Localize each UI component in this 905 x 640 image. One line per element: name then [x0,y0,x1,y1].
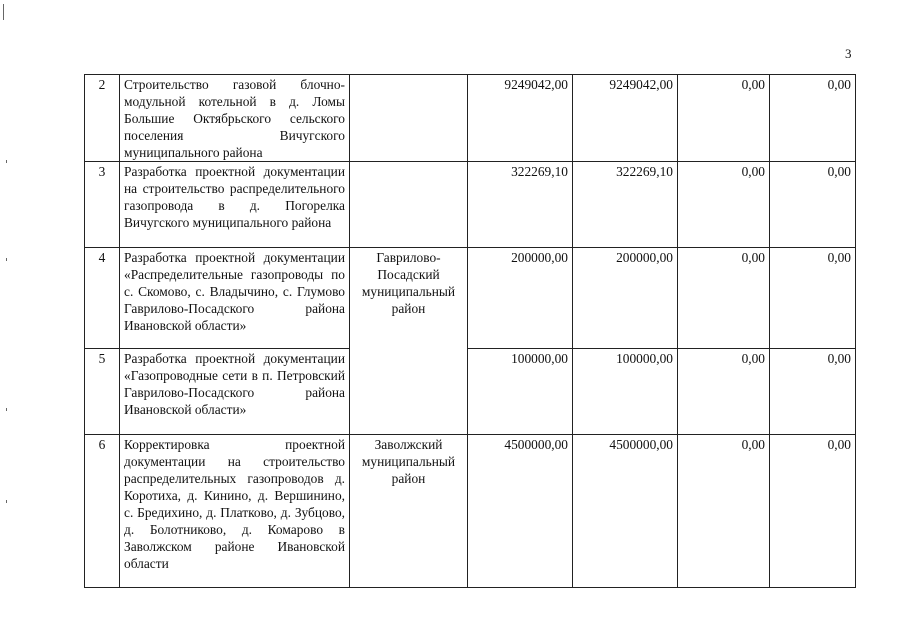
page-number: 3 [845,46,852,61]
amount-col4: 0,00 [770,349,856,435]
district-cell [350,75,468,162]
scan-edge-mark [6,160,7,163]
project-description: Корректировка проектной документации на строительство распределительных газопроводов д. Коротиха, д. Кинино, д. Вершинино, с. Бредихино, д. Платково, д. Зубцово, д. Болотниково, д. Комарово в Заволжском районе Ивановской области [120,435,350,588]
table-row [85,248,856,349]
table-row [85,75,856,162]
amount-col3: 0,00 [678,248,770,349]
table-row [85,435,856,588]
amount-total: 4500000,00 [468,435,573,588]
amount-col2: 200000,00 [573,248,678,349]
district-name: Заволжский муниципальный район [350,435,468,588]
amount-col2: 4500000,00 [573,435,678,588]
project-description: Разработка проектной документации на строительство распределительного газопровода в д. Погорелка Вичугского муниципального района [120,162,350,248]
project-description: Разработка проектной документации «Распределительные газопроводы по с. Скомово, с. Владычино, с. Глумово Гаврилово-Посадского района Ивановской области» [120,248,350,349]
amount-col4: 0,00 [770,75,856,162]
table-row [85,349,856,435]
amount-total: 200000,00 [468,248,573,349]
amount-total: 9249042,00 [468,75,573,162]
scan-edge-mark [6,258,7,261]
row-number: 6 [85,435,120,588]
row-number: 2 [85,75,120,162]
district-name: Гаврилово-Посадский муниципальный район [350,248,468,435]
gas-projects-table [84,74,856,588]
amount-col4: 0,00 [770,162,856,248]
amount-col3: 0,00 [678,75,770,162]
amount-col4: 0,00 [770,248,856,349]
scan-edge-mark [3,4,4,20]
district-cell [350,162,468,248]
scan-edge-mark [6,500,7,503]
amount-col3: 0,00 [678,435,770,588]
amount-col2: 9249042,00 [573,75,678,162]
scan-edge-mark [6,408,7,411]
amount-col4: 0,00 [770,435,856,588]
amount-col2: 322269,10 [573,162,678,248]
row-number: 5 [85,349,120,435]
table-row [85,162,856,248]
project-description: Разработка проектной документации «Газопроводные сети в п. Петровский Гаврилово-Посадского района Ивановской области» [120,349,350,435]
amount-col3: 0,00 [678,162,770,248]
project-description: Строительство газовой блочно-модульной котельной в д. Ломы Большие Октябрьского сельского поселения Вичугского муниципального района [120,75,350,162]
row-number: 4 [85,248,120,349]
amount-col2: 100000,00 [573,349,678,435]
row-number: 3 [85,162,120,248]
amount-total: 322269,10 [468,162,573,248]
amount-total: 100000,00 [468,349,573,435]
amount-col3: 0,00 [678,349,770,435]
